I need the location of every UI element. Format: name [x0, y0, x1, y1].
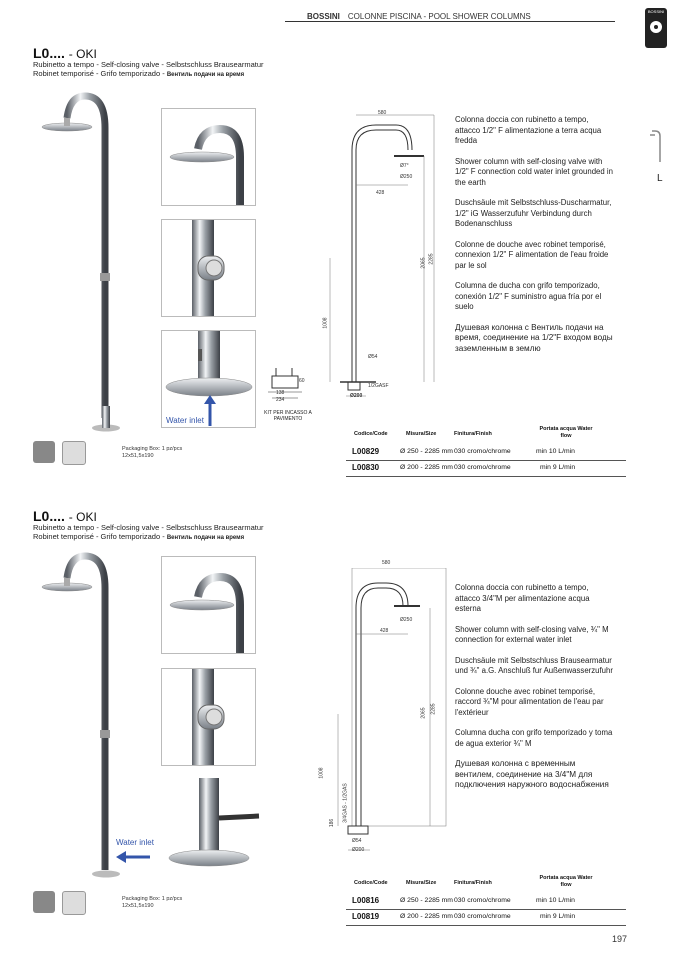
- product-1-title: [33, 45, 97, 61]
- product-1-kit-drawing: [264, 366, 308, 408]
- side-section-letter: L: [657, 173, 663, 184]
- product-2-photo-valve: [161, 668, 256, 766]
- th-flow: Portata acqua Water flow: [539, 426, 593, 439]
- packaging-box-icon: [33, 891, 55, 913]
- p2-dim-head: Ø250: [400, 617, 413, 623]
- product-1-kit-label: KIT PER INCASSO A PAVIMENTO: [264, 410, 312, 422]
- desc-de: Duschsäule mit Selbstschluss Brausearmatur und ¾" a.G. Anschluß fur Außenwasserzufuhr: [455, 655, 613, 675]
- product-1-sub2: Robinet temporisé - Grifo temporizado - Вентиль подачи на время: [33, 69, 245, 78]
- p2-dim-offset: 428: [380, 628, 389, 634]
- product-2-photo-base: [161, 778, 261, 870]
- desc-it: Colonna doccia con rubinetto a tempo, attacco 1/2" F alimentazione a terra acqua fredda: [455, 115, 602, 145]
- product-2-tech-drawing: [330, 568, 450, 868]
- p1-dim-h1: 2065: [420, 257, 427, 269]
- p1-dim-base: Ø200: [350, 393, 363, 399]
- product-1-photo-valve: [161, 219, 256, 317]
- product-2-water-inlet-arrow-icon: [114, 850, 152, 864]
- desc-ru: Душевая колонна с Вентиль подачи на время, соединение на 1/2"F входом воды заземленным в землю: [455, 322, 613, 353]
- th-size: Misura/Size: [406, 880, 437, 886]
- desc-fr: Colonne douche avec robinet temporisé, raccord ¾"M pour alimentation de l'eau par l'extérieur: [455, 686, 604, 717]
- logo-text: BOSSINI: [647, 9, 665, 14]
- certification-icon: [62, 891, 86, 915]
- product-1-water-inlet-label: Water inlet: [166, 416, 204, 425]
- product-2-table: [346, 873, 626, 929]
- th-flow: Portata acqua Water flow: [539, 875, 593, 888]
- p2-dim-h1: 2065: [420, 707, 427, 719]
- product-1-table: [346, 424, 626, 480]
- certification-icon: [62, 441, 86, 465]
- th-code: Codice/Code: [354, 431, 388, 437]
- header-rule: [285, 21, 615, 22]
- header-section: COLONNE PISCINA - POOL SHOWER COLUMNS: [347, 12, 531, 21]
- product-2-packaging: Packaging Box: 1 pz/pcs 12x51,5x190: [122, 896, 183, 909]
- table-row: L00830 Ø 200 - 2285 mm 030 cromo/chrome min 9 L/min: [346, 462, 626, 477]
- product-2-code: L0....: [33, 508, 65, 524]
- table-row: L00829 Ø 250 - 2285 mm 030 cromo/chrome min 10 L/min: [346, 446, 626, 461]
- kit-dim-3: 60: [299, 378, 305, 384]
- p1-dim-thread: 1/2GASF: [368, 383, 389, 389]
- th-finish: Finitura/Finish: [454, 431, 492, 437]
- desc-ru: Душевая колонна с временным вентилем, соединение на 3/4"M для подключения наружного водоснабжения: [455, 759, 609, 789]
- desc-de: Duschsäule mit Selbstschluss-Duscharmatur, 1/2" iG Wasserzufuhr Verbindung durch Bodenanschluss: [455, 198, 612, 228]
- product-2-sub1: Rubinetto a tempo - Self-closing valve - Selbstschluss Brausearmatur: [33, 523, 264, 532]
- product-1-water-inlet-arrow-icon: [202, 394, 218, 428]
- p2-dim-width: 580: [382, 560, 391, 566]
- desc-es: Columna ducha con grifo temporizado y toma de agua exterior ¾" M: [455, 728, 613, 748]
- product-1-name: - OKI: [68, 47, 97, 61]
- product-1-photo-head: [161, 108, 256, 206]
- p2-dim-foot: 186: [329, 818, 336, 828]
- th-finish: Finitura/Finish: [454, 880, 492, 886]
- side-thumbnail-icon: [650, 128, 670, 164]
- product-2-photo-head: [161, 556, 256, 654]
- page-number: 197: [612, 934, 628, 944]
- product-2-column-image: [40, 548, 130, 882]
- desc-es: Columna de ducha con grifo temporizado, conexión 1/2" F suministro agua fría por el suelo: [455, 281, 602, 311]
- p1-dim-head: Ø250: [400, 174, 413, 180]
- header: [307, 12, 531, 21]
- desc-fr: Colonne de douche avec robinet temporisé, connexion 1/2" F alimentation de l'eau froide par le sol: [455, 239, 609, 270]
- desc-en: Shower column with self-closing valve with 1/2" F connection cold water inlet grounded in the earth: [455, 156, 613, 187]
- p1-dim-pipe: Ø54: [368, 354, 378, 360]
- th-size: Misura/Size: [406, 431, 437, 437]
- product-2-water-inlet-label: Water inlet: [116, 838, 154, 847]
- desc-en: Shower column with self-closing valve, ¾" M connection for external water inlet: [455, 624, 609, 644]
- product-2-descriptions: [455, 583, 615, 801]
- product-2-title: [33, 508, 97, 524]
- p1-dim-angle: Ø7°: [400, 163, 409, 169]
- p2-dim-pipe: Ø54: [352, 838, 362, 844]
- p2-dim-h2: 2285: [430, 703, 437, 715]
- table-row: L00816 Ø 250 - 2285 mm 030 cromo/chrome min 10 L/min: [346, 895, 626, 910]
- product-2-name: - OKI: [68, 510, 97, 524]
- product-2-sub2: Robinet temporisé - Grifo temporizado - Вентиль подачи на время: [33, 532, 245, 541]
- product-1-sub1: Rubinetto a tempo - Self-closing valve - Selbstschluss Brausearmatur: [33, 60, 264, 69]
- header-brand: BOSSINI: [307, 12, 340, 21]
- table-row: L00819 Ø 200 - 2285 mm 030 cromo/chrome min 9 L/min: [346, 911, 626, 926]
- p1-dim-h2: 2285: [428, 253, 435, 265]
- p2-dim-thread: 3/4GAS - 1/2GAS: [342, 783, 349, 823]
- product-1-column-image: [40, 88, 130, 434]
- th-code: Codice/Code: [354, 880, 388, 886]
- product-1-descriptions: [455, 115, 615, 364]
- kit-dim-1: 138: [276, 390, 285, 396]
- p1-dim-offset: 428: [376, 190, 385, 196]
- kit-dim-2: 234: [276, 397, 285, 403]
- brand-logo: [645, 8, 667, 48]
- packaging-box-icon: [33, 441, 55, 463]
- p2-dim-base: Ø200: [352, 847, 365, 853]
- product-1-code: L0....: [33, 45, 65, 61]
- p1-dim-low: 1008: [322, 317, 329, 329]
- desc-it: Colonna doccia con rubinetto a tempo, attacco 3/4"M per alimentazione acqua esterna: [455, 583, 590, 613]
- p2-dim-low: 1008: [318, 767, 325, 779]
- p1-dim-width: 580: [378, 110, 387, 116]
- product-1-packaging: Packaging Box: 1 pz/pcs 12x51,5x190: [122, 446, 183, 459]
